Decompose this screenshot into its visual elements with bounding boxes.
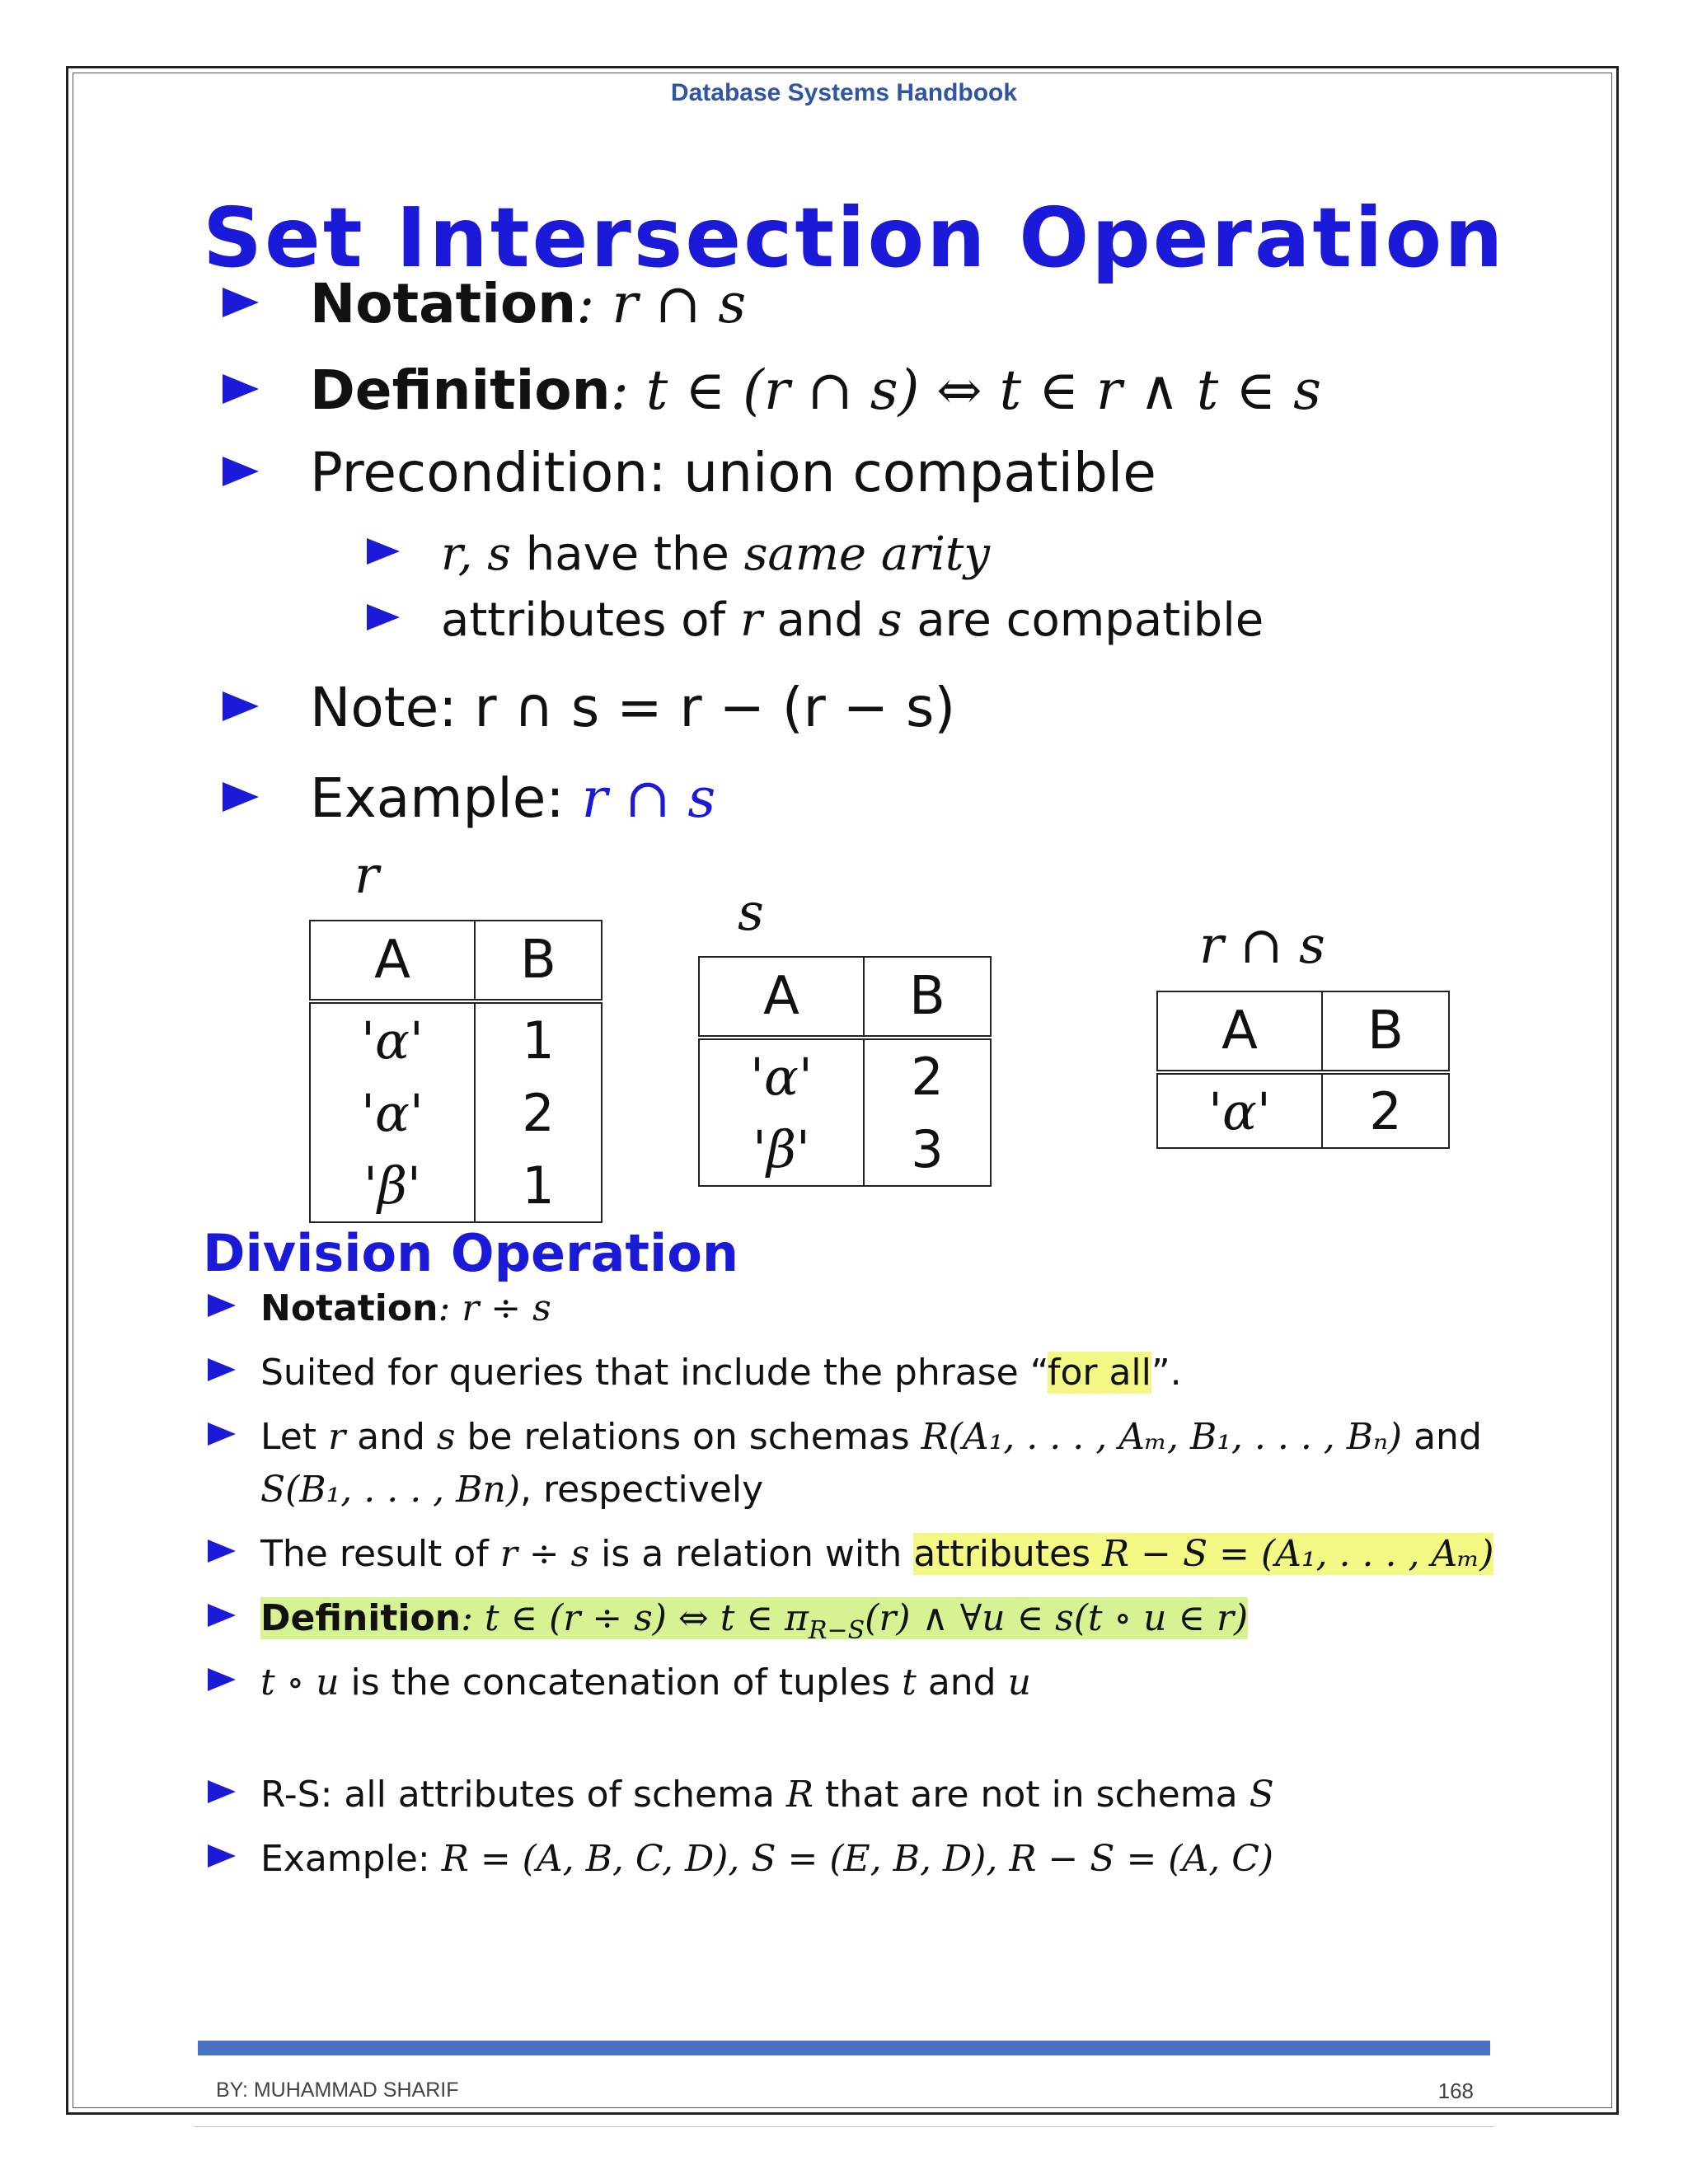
- bullet-example: Example: R = (A, B, C, D), S = (E, B, D), R − S = (A, C): [208, 1838, 1273, 1880]
- highlight-for-all: for all: [1047, 1352, 1151, 1394]
- slide-division: [198, 1220, 1508, 1904]
- page-number: 168: [1437, 2079, 1474, 2103]
- table-header: B: [864, 957, 991, 1038]
- slide-set-intersection: [198, 190, 1508, 1220]
- footer-bar: [198, 2041, 1490, 2055]
- table-row: 'α' 2: [310, 1076, 602, 1149]
- table-header: A: [310, 921, 475, 1001]
- slide-title-intersection: Set Intersection Operation: [203, 190, 1506, 286]
- highlight-definition: Definition: t ∈ (r ÷ s) ⇔ t ∈ $\pi_{R-S}(r)$ ∧ ∀u ∈ s(t ∘ u ∈ r): [260, 1597, 1249, 1645]
- relation-result-label: r ∩ s: [1199, 915, 1325, 975]
- bullet-triangle-icon: [223, 288, 259, 317]
- bullet-result: The result of r ÷ s is a relation with attributes R − S = (A₁, . . . , Aₘ): [208, 1533, 1493, 1575]
- table-row: 'α' 1: [310, 1001, 602, 1076]
- bullet-triangle-icon: [208, 1668, 236, 1691]
- highlight-attributes: attributes R − S = (A₁, . . . , Aₘ): [913, 1533, 1494, 1575]
- bullet-triangle-icon: [367, 604, 400, 630]
- table-row: 'β' 3: [699, 1113, 991, 1186]
- bullet-notation: Notation: r ∩ s: [223, 272, 746, 335]
- table-row: 'α' 2: [699, 1038, 991, 1113]
- header-title: Database Systems Handbook: [670, 79, 1018, 106]
- bullet-triangle-icon: [367, 538, 400, 565]
- bullet-triangle-icon: [223, 374, 259, 404]
- bullet-triangle-icon: [208, 1844, 236, 1868]
- bullet-triangle-icon: [208, 1358, 236, 1381]
- bullet-triangle-icon: [208, 1780, 236, 1803]
- slide-title-division: Division Operation: [203, 1223, 739, 1283]
- bullet-triangle-icon: [223, 457, 259, 486]
- relation-s-table: [698, 956, 992, 1187]
- bullet-definition: [208, 1597, 1248, 1645]
- table-row: 'β' 1: [310, 1149, 602, 1222]
- bullet-triangle-icon: [208, 1422, 236, 1446]
- table-header: B: [1322, 991, 1449, 1072]
- sub-bullet-arity: r, s have the same arity: [367, 527, 990, 581]
- relation-r-table: [309, 920, 603, 1223]
- bullet-definition: Definition: t ∈ (r ∩ s) ⇔ t ∈ r ∧ t ∈ s: [223, 359, 1321, 422]
- bullet-schemas: Let r and s be relations on schemas R(A₁, . . . , Aₘ, B₁, . . . , Bₙ) and: [208, 1416, 1482, 1458]
- bullet-triangle-icon: [223, 691, 259, 721]
- bullet-triangle-icon: [208, 1604, 236, 1627]
- bullet-concatenation: t ∘ u is the concatenation of tuples t and u: [208, 1661, 1031, 1704]
- table-row: 'α' 2: [1157, 1072, 1449, 1148]
- bullet-triangle-icon: [208, 1294, 236, 1317]
- sub-bullet-compatible: attributes of r and s are compatible: [367, 593, 1264, 647]
- bullet-triangle-icon: [223, 782, 259, 812]
- footer-divider: [195, 2126, 1493, 2127]
- table-header: B: [475, 921, 602, 1001]
- bullet-example: Example: r ∩ s: [223, 766, 715, 830]
- relation-result-table: [1156, 991, 1450, 1149]
- bullet-notation: Notation: r ÷ s: [208, 1287, 551, 1329]
- table-header: A: [699, 957, 864, 1038]
- footer-author: BY: MUHAMMAD SHARIF: [216, 2079, 459, 2102]
- bullet-for-all: Suited for queries that include the phrase “for all”.: [208, 1352, 1182, 1394]
- bullet-precondition: Precondition: union compatible: [223, 441, 1156, 504]
- table-header: A: [1157, 991, 1322, 1072]
- relation-r-label: r: [354, 845, 379, 905]
- bullet-schemas-continued: S(B₁, . . . , Bn), respectively: [260, 1469, 764, 1511]
- bullet-note: Note: r ∩ s = r − (r − s): [223, 676, 955, 739]
- bullet-r-minus-s: R-S: all attributes of schema R that are not in schema S: [208, 1774, 1274, 1816]
- bullet-triangle-icon: [208, 1540, 236, 1563]
- relation-s-label: s: [738, 882, 764, 942]
